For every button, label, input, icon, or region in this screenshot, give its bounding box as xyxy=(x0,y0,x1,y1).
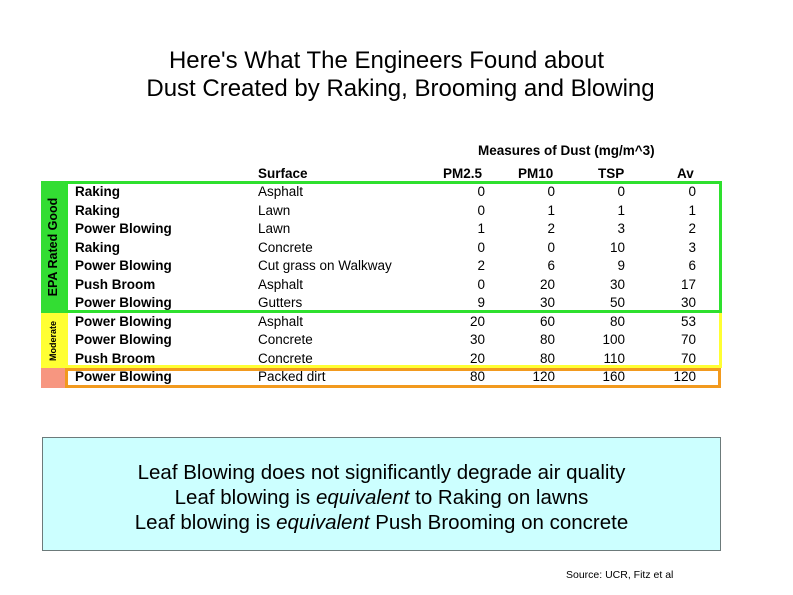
table-cell-av: 53 xyxy=(680,313,696,329)
table-cell-pm10: 0 xyxy=(547,184,555,199)
table-cell-av: 70 xyxy=(680,350,696,366)
column-header-surface: Surface xyxy=(258,166,308,181)
table-cell-av: 0 xyxy=(688,184,696,199)
table-cell-pm25: 0 xyxy=(477,184,485,199)
epa-good-label: EPA Rated Good xyxy=(46,197,60,297)
table-cell-activity: Raking xyxy=(75,202,121,218)
table-cell-activity: Power Blowing xyxy=(75,332,172,347)
conclusion-line-2-pre: Leaf blowing is xyxy=(174,486,316,509)
table-cell-pm10: 0 xyxy=(547,239,555,255)
table-cell-av: 1 xyxy=(688,202,696,218)
table-cell-pm10: 20 xyxy=(539,276,555,292)
table-cell-activity: Power Blowing xyxy=(75,369,172,384)
moderate-band xyxy=(41,313,65,368)
table-cell-surface: Cut grass on Walkway xyxy=(258,258,392,273)
table-cell-tsp: 160 xyxy=(602,369,625,384)
conclusion-line-2 xyxy=(43,485,720,510)
table-cell-pm25: 0 xyxy=(477,276,485,292)
table-cell-pm10: 60 xyxy=(539,313,555,329)
table-cell-pm25: 0 xyxy=(477,202,485,218)
table-cell-tsp: 100 xyxy=(602,332,625,347)
conclusion-line-3-em: equivalent xyxy=(276,511,370,534)
table-cell-tsp: 1 xyxy=(617,202,625,218)
unhealthy-band xyxy=(41,368,65,388)
column-header-tsp: TSP xyxy=(598,166,625,181)
conclusion-line-3-pre: Leaf blowing is xyxy=(134,511,277,534)
table-cell-surface: Concrete xyxy=(258,239,313,255)
table-cell-pm25: 20 xyxy=(469,350,485,366)
table-cell-pm25: 2 xyxy=(477,258,485,273)
column-header-av: Av xyxy=(677,166,694,181)
table-cell-av: 30 xyxy=(680,295,696,310)
table-cell-av: 70 xyxy=(680,332,696,347)
conclusion-box xyxy=(42,437,721,551)
table-cell-av: 2 xyxy=(688,221,696,236)
table-cell-activity: Power Blowing xyxy=(75,295,172,310)
conclusion-line-1: Leaf Blowing does not significantly degrade air quality xyxy=(137,461,626,484)
table-cell-pm25: 30 xyxy=(469,332,485,347)
table-cell-tsp: 3 xyxy=(617,221,625,236)
table-cell-surface: Gutters xyxy=(258,295,303,310)
table-cell-pm10: 80 xyxy=(539,350,555,366)
table-cell-activity: Power Blowing xyxy=(75,258,172,273)
table-cell-activity: Power Blowing xyxy=(75,313,172,329)
table-cell-av: 3 xyxy=(688,239,696,255)
table-cell-surface: Packed dirt xyxy=(258,369,326,384)
table-cell-tsp: 50 xyxy=(609,295,625,310)
table-cell-pm10: 6 xyxy=(547,258,555,273)
epa-good-band xyxy=(41,181,65,313)
conclusion-line-2-post: to Raking on lawns xyxy=(409,486,589,509)
table-cell-activity: Push Broom xyxy=(75,276,156,292)
table-cell-av: 120 xyxy=(673,369,696,384)
measures-header: Measures of Dust (mg/m^3) xyxy=(478,143,655,158)
moderate-label: Moderate xyxy=(48,320,58,361)
conclusion-line-2-em: equivalent xyxy=(315,486,410,509)
title-line-2: Dust Created by Raking, Brooming and Blowing xyxy=(146,75,655,102)
table-cell-tsp: 110 xyxy=(603,350,625,366)
table-cell-pm10: 1 xyxy=(547,202,555,218)
table-cell-pm10: 30 xyxy=(539,295,555,310)
table-cell-pm25: 0 xyxy=(477,239,485,255)
table-cell-surface: Lawn xyxy=(258,202,291,218)
table-cell-pm25: 20 xyxy=(469,313,485,329)
table-cell-surface: Concrete xyxy=(258,332,313,347)
table-cell-av: 6 xyxy=(688,258,696,273)
source-citation: Source: UCR, Fitz et al xyxy=(566,569,674,581)
table-cell-pm25: 9 xyxy=(477,295,485,310)
table-cell-pm10: 2 xyxy=(547,221,555,236)
table-cell-tsp: 10 xyxy=(609,239,625,255)
title-line-1: Here's What The Engineers Found about xyxy=(168,47,605,74)
table-cell-surface: Asphalt xyxy=(258,276,304,292)
slide-title xyxy=(0,47,793,103)
table-cell-pm25: 80 xyxy=(469,369,485,384)
table-cell-pm10: 120 xyxy=(532,369,555,384)
table-cell-surface: Asphalt xyxy=(258,313,304,329)
table-cell-pm10: 80 xyxy=(539,332,555,347)
table-cell-tsp: 30 xyxy=(609,276,625,292)
table-cell-surface: Asphalt xyxy=(258,184,304,199)
table-cell-activity: Push Broom xyxy=(75,350,156,366)
conclusion-line-3-post: Push Brooming on concrete xyxy=(369,511,629,534)
column-header-pm25: PM2.5 xyxy=(443,166,483,181)
table-cell-tsp: 80 xyxy=(609,313,625,329)
table-cell-activity: Raking xyxy=(75,184,121,199)
column-header-pm10: PM10 xyxy=(518,166,554,181)
table-cell-tsp: 0 xyxy=(617,184,625,199)
table-cell-pm25: 1 xyxy=(477,221,485,236)
table-cell-surface: Lawn xyxy=(258,221,291,236)
table-cell-activity: Raking xyxy=(75,239,121,255)
table-cell-av: 17 xyxy=(680,276,696,292)
conclusion-line-3 xyxy=(43,510,720,535)
table-cell-activity: Power Blowing xyxy=(75,221,172,236)
table-cell-surface: Concrete xyxy=(258,350,313,366)
table-cell-tsp: 9 xyxy=(617,258,625,273)
